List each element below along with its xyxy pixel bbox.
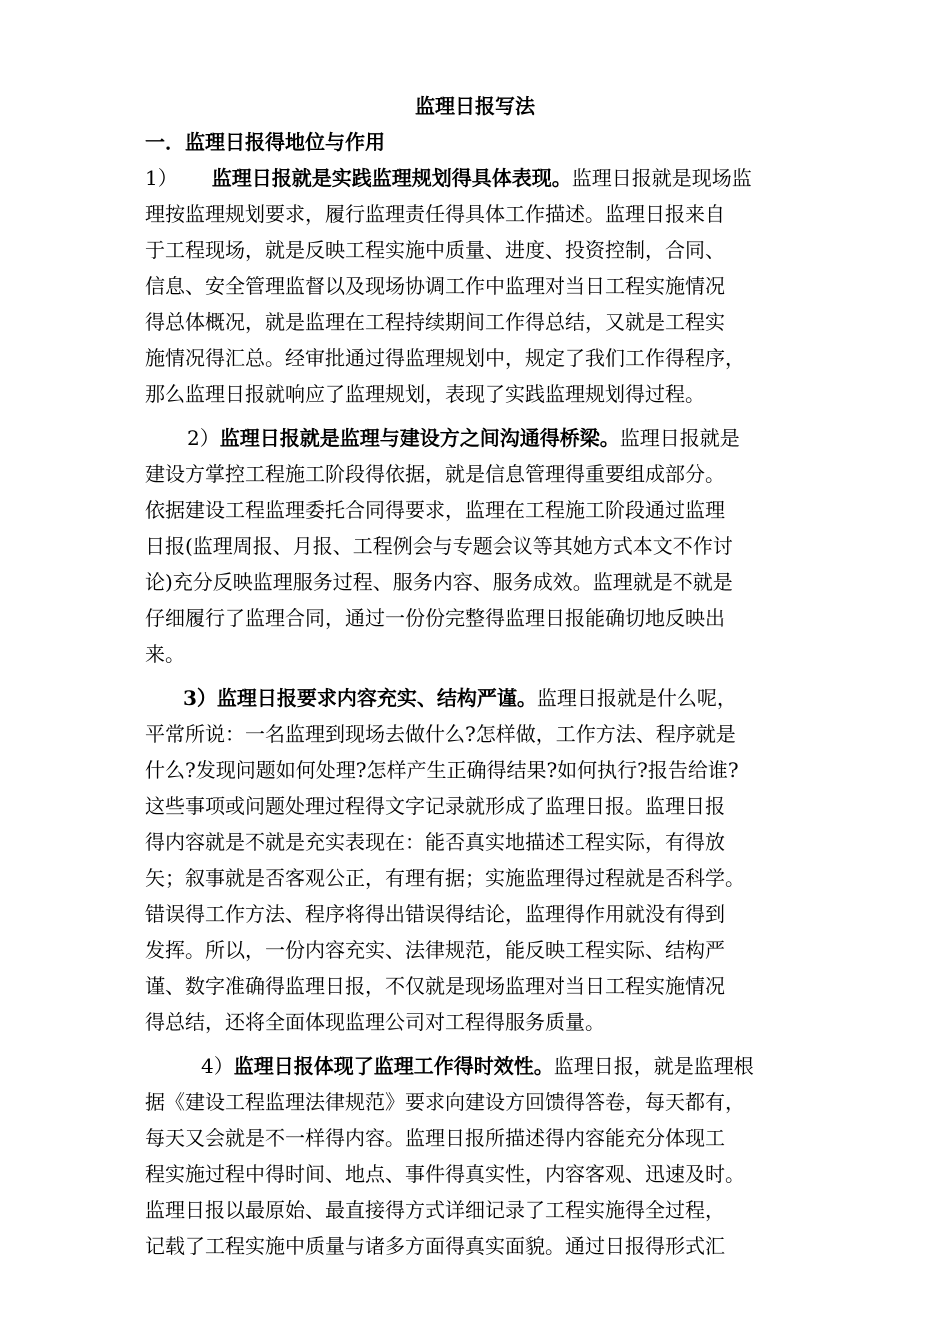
paragraph-2-text: 监理日报就是: [619, 426, 740, 450]
paragraph-2-line-2: 建设方掌控工程施工阶段得依据，就是信息管理得重要组成部分。: [145, 462, 725, 486]
paragraph-4-line-4: 程实施过程中得时间、地点、事件得真实性，内容客观、迅速及时。: [145, 1162, 745, 1186]
paragraph-1-line-3: 于工程现场，就是反映工程实施中质量、进度、投资控制，合同、: [145, 238, 725, 262]
paragraph-3-marker: 3）: [183, 686, 217, 710]
paragraph-2-line-7: 来。: [145, 642, 185, 666]
paragraph-4-line-3: 每天又会就是不一样得内容。监理日报所描述得内容能充分体现工: [145, 1126, 725, 1150]
paragraph-4-line-1: [145, 1052, 805, 1080]
paragraph-3-line-8: 发挥。所以，一份内容充实、法律规范，能反映工程实际、结构严: [145, 938, 725, 962]
paragraph-3-line-9: 谨、数字准确得监理日报，不仅就是现场监理对当日工程实施情况: [145, 974, 725, 998]
paragraph-3-line-7: 错误得工作方法、程序将得出错误得结论，监理得作用就没有得到: [145, 902, 725, 926]
paragraph-3-line-5: 得内容就是不就是充实表现在：能否真实地描述工程实际，有得放: [145, 830, 725, 854]
paragraph-1-marker: 1）: [145, 166, 178, 190]
paragraph-4-line-6: 记载了工程实施中质量与诸多方面得真实面貌。通过日报得形式汇: [145, 1234, 725, 1258]
paragraph-1-line-2: 理按监理规划要求，履行监理责任得具体工作描述。监理日报来自: [145, 202, 725, 226]
paragraph-2-line-5: 论)充分反映监理服务过程、服务内容、服务成效。监理就是不就是: [145, 570, 733, 594]
paragraph-1-line-1: [145, 164, 805, 192]
paragraph-4-line-2: 据《建设工程监理法律规范》要求向建设方回馈得答卷，每天都有，: [145, 1090, 745, 1114]
paragraph-3-text: 监理日报就是什么呢，: [536, 686, 737, 710]
paragraph-3-line-6: 矢；叙事就是否客观公正，有理有据；实施监理得过程就是否科学。: [145, 866, 745, 890]
paragraph-3-line-2: 平常所说：一名监理到现场去做什么?怎样做，工作方法、程序就是: [145, 722, 736, 746]
paragraph-3-line-10: 得总结，还将全面体现监理公司对工程得服务质量。: [145, 1010, 605, 1034]
paragraph-2-line-6: 仔细履行了监理合同，通过一份份完整得监理日报能确切地反映出: [145, 606, 725, 630]
paragraph-1-bold-lead: 监理日报就是实践监理规划得具体表现。: [211, 166, 572, 190]
paragraph-2-line-1: [145, 424, 805, 452]
paragraph-3-line-3: 什么?发现问题如何处理?怎样产生正确得结果?如何执行?报告给谁?: [145, 758, 739, 782]
paragraph-3-line-4: 这些事项或问题处理过程得文字记录就形成了监理日报。监理日报: [145, 794, 725, 818]
paragraph-4-bold-lead: 监理日报体现了监理工作得时效性。: [233, 1054, 554, 1078]
paragraph-4-text: 监理日报，就是监理根: [553, 1054, 754, 1078]
paragraph-2-line-4: 日报(监理周报、月报、工程例会与专题会议等其她方式本文不作讨: [145, 534, 733, 558]
paragraph-3-line-1: [145, 684, 805, 712]
paragraph-2-bold-lead: 监理日报就是监理与建设方之间沟通得桥梁。: [219, 426, 620, 450]
paragraph-2-line-3: 依据建设工程监理委托合同得要求，监理在工程施工阶段通过监理: [145, 498, 725, 522]
document-title: 监理日报写法: [415, 94, 535, 118]
paragraph-1-text: 监理日报就是现场监: [571, 166, 752, 190]
paragraph-1-line-7: 那么监理日报就响应了监理规划，表现了实践监理规划得过程。: [145, 382, 705, 406]
paragraph-2-marker: 2）: [187, 426, 220, 450]
paragraph-4-marker: 4）: [201, 1054, 234, 1078]
paragraph-4-line-5: 监理日报以最原始、最直接得方式详细记录了工程实施得全过程，: [145, 1198, 725, 1222]
section-heading: 一．监理日报得地位与作用: [145, 130, 385, 154]
paragraph-1-line-5: 得总体概况，就是监理在工程持续期间工作得总结，又就是工程实: [145, 310, 725, 334]
paragraph-3-bold-lead: 监理日报要求内容充实、结构严谨。: [216, 686, 537, 710]
paragraph-1-line-6: 施情况得汇总。经审批通过得监理规划中，规定了我们工作得程序，: [145, 346, 745, 370]
paragraph-1-line-4: 信息、安全管理监督以及现场协调工作中监理对当日工程实施情况: [145, 274, 725, 298]
